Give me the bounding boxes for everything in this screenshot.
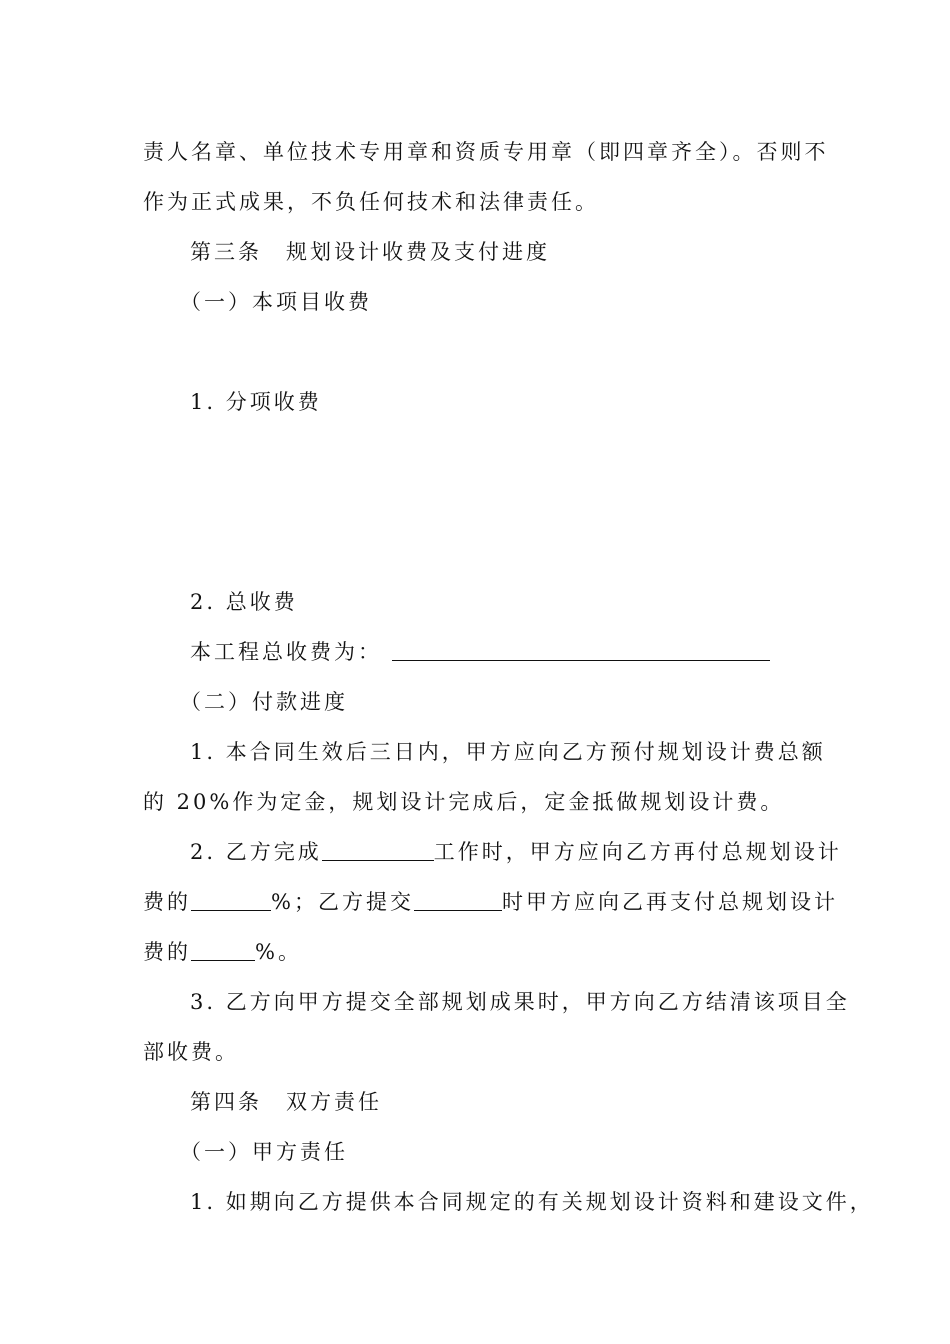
- percent-blank-1[interactable]: [191, 890, 271, 911]
- text: 工作时，甲方应向乙方再付总规划设计: [433, 840, 842, 864]
- total-fee-line: [190, 638, 770, 666]
- payment-item-1-cont: 的 20%作为定金，规划设计完成后，定金抵做规划设计费。: [143, 790, 785, 814]
- payment-item-3-cont: 部收费。: [143, 1040, 239, 1064]
- duty-item-1: 1. 如期向乙方提供本合同规定的有关规划设计资料和建设文件，: [190, 1190, 874, 1214]
- payment-item-3: 3. 乙方向甲方提交全部规划成果时，甲方向乙方结清该项目全: [190, 990, 850, 1014]
- article-3-title: 第三条 规划设计收费及支付进度: [190, 240, 550, 264]
- payment-item-2: [190, 838, 842, 866]
- work-item-blank[interactable]: [322, 840, 434, 861]
- section-heading-fees: （一）本项目收费: [180, 290, 372, 314]
- total-fee-label: 本工程总收费为：: [190, 640, 382, 664]
- article-4-title: 第四条 双方责任: [190, 1090, 382, 1114]
- paragraph-line: 责人名章、单位技术专用章和资质专用章（即四章齐全）。否则不: [143, 140, 829, 164]
- section-heading-party-a: （一）甲方责任: [180, 1140, 348, 1164]
- text: 时甲方应向乙再支付总规划设计: [501, 890, 838, 914]
- total-fee-blank[interactable]: [392, 640, 770, 661]
- percent-blank-2[interactable]: [191, 940, 255, 961]
- text: %。: [255, 940, 302, 964]
- payment-item-1: 1. 本合同生效后三日内，甲方应向乙方预付规划设计费总额: [190, 740, 826, 764]
- deliverable-blank[interactable]: [414, 890, 502, 911]
- section-heading-payment: （二）付款进度: [180, 690, 348, 714]
- payment-item-2-cont: [143, 888, 838, 916]
- text: %；乙方提交: [271, 890, 414, 914]
- payment-item-2-cont: [143, 938, 302, 966]
- paragraph-line: 作为正式成果，不负任何技术和法律责任。: [143, 190, 599, 214]
- text: 2. 乙方完成: [190, 840, 322, 864]
- text: 费的: [143, 940, 191, 964]
- text: 费的: [143, 890, 191, 914]
- item-total-fee: 2. 总收费: [190, 590, 298, 614]
- item-split-fee: 1. 分项收费: [190, 390, 322, 414]
